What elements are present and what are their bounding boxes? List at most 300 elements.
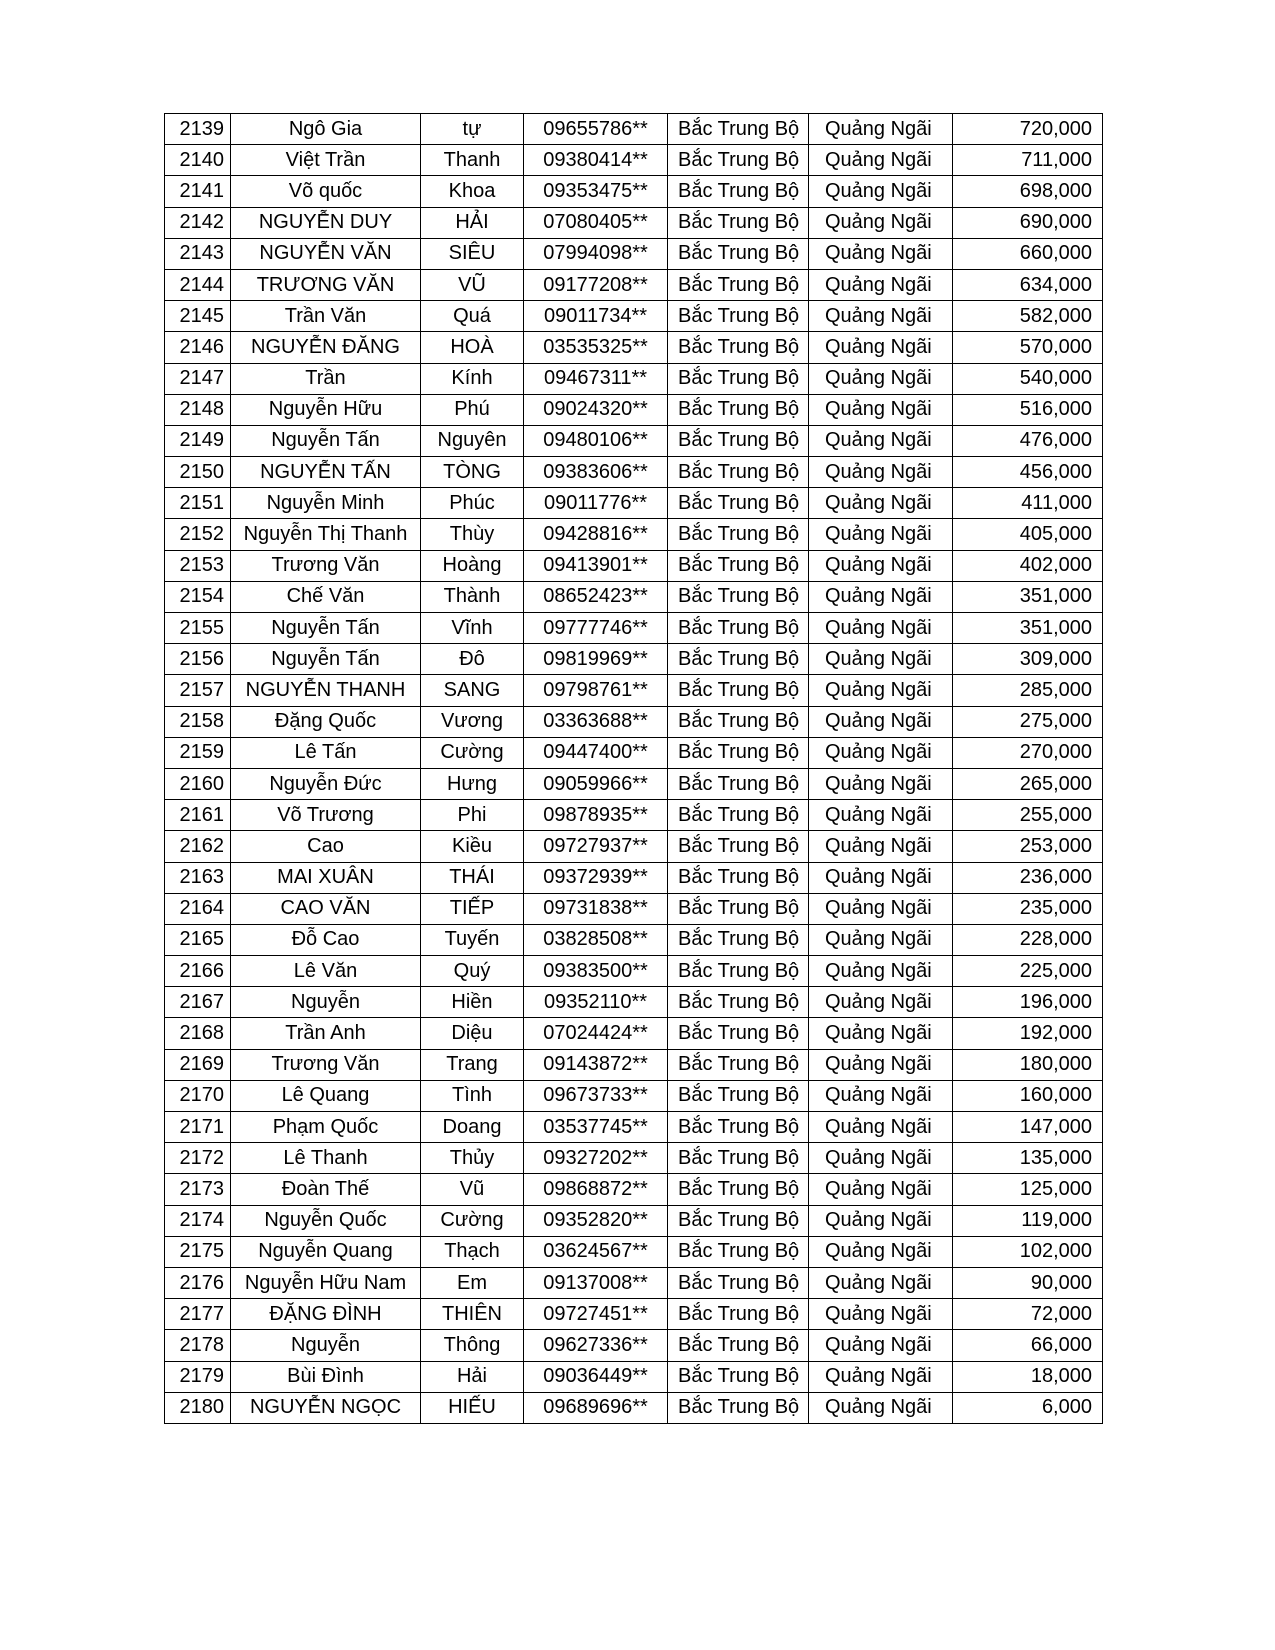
last-middle-name-cell: Nguyễn Đức	[231, 768, 421, 799]
region-cell: Bắc Trung Bộ	[668, 1049, 809, 1080]
table-row	[165, 893, 1103, 924]
last-middle-name-cell: Lê Tấn	[231, 737, 421, 768]
row-number-cell: 2175	[165, 1236, 231, 1267]
row-number-cell: 2162	[165, 831, 231, 862]
amount-cell: 570,000	[953, 332, 1103, 363]
row-number-cell: 2155	[165, 613, 231, 644]
table-row	[165, 1392, 1103, 1423]
phone-number-cell: 09383500**	[524, 956, 668, 987]
amount-cell: 309,000	[953, 644, 1103, 675]
region-cell: Bắc Trung Bộ	[668, 425, 809, 456]
region-cell: Bắc Trung Bộ	[668, 1112, 809, 1143]
first-name-cell: Doang	[421, 1112, 524, 1143]
row-number-cell: 2166	[165, 956, 231, 987]
amount-cell: 228,000	[953, 924, 1103, 955]
phone-number-cell: 09059966**	[524, 768, 668, 799]
last-middle-name-cell: NGUYỄN VĂN	[231, 238, 421, 269]
amount-cell: 18,000	[953, 1361, 1103, 1392]
last-middle-name-cell: Nguyễn Tấn	[231, 613, 421, 644]
first-name-cell: Vũ	[421, 1174, 524, 1205]
phone-number-cell: 08652423**	[524, 581, 668, 612]
region-cell: Bắc Trung Bộ	[668, 1018, 809, 1049]
amount-cell: 235,000	[953, 893, 1103, 924]
first-name-cell: SANG	[421, 675, 524, 706]
row-number-cell: 2148	[165, 394, 231, 425]
region-cell: Bắc Trung Bộ	[668, 613, 809, 644]
row-number-cell: 2163	[165, 862, 231, 893]
last-middle-name-cell: Trương Văn	[231, 1049, 421, 1080]
amount-cell: 351,000	[953, 581, 1103, 612]
phone-number-cell: 09372939**	[524, 862, 668, 893]
first-name-cell: Trang	[421, 1049, 524, 1080]
first-name-cell: Phú	[421, 394, 524, 425]
last-middle-name-cell: Việt Trần	[231, 145, 421, 176]
table-row	[165, 613, 1103, 644]
phone-number-cell: 09819969**	[524, 644, 668, 675]
first-name-cell: Tình	[421, 1080, 524, 1111]
first-name-cell: Cường	[421, 737, 524, 768]
province-cell: Quảng Ngãi	[809, 613, 953, 644]
first-name-cell: Thành	[421, 581, 524, 612]
first-name-cell: TIẾP	[421, 893, 524, 924]
amount-cell: 456,000	[953, 457, 1103, 488]
amount-cell: 255,000	[953, 800, 1103, 831]
first-name-cell: HIẾU	[421, 1392, 524, 1423]
row-number-cell: 2154	[165, 581, 231, 612]
province-cell: Quảng Ngãi	[809, 956, 953, 987]
province-cell: Quảng Ngãi	[809, 207, 953, 238]
table-row	[165, 1361, 1103, 1392]
province-cell: Quảng Ngãi	[809, 581, 953, 612]
table-row	[165, 363, 1103, 394]
table-row	[165, 768, 1103, 799]
table-row	[165, 675, 1103, 706]
row-number-cell: 2164	[165, 893, 231, 924]
last-middle-name-cell: Trần Anh	[231, 1018, 421, 1049]
region-cell: Bắc Trung Bộ	[668, 269, 809, 300]
first-name-cell: Tuyến	[421, 924, 524, 955]
province-cell: Quảng Ngãi	[809, 519, 953, 550]
last-middle-name-cell: NGUYỄN ĐĂNG	[231, 332, 421, 363]
province-cell: Quảng Ngãi	[809, 987, 953, 1018]
table-row	[165, 145, 1103, 176]
last-middle-name-cell: NGUYỄN TẤN	[231, 457, 421, 488]
first-name-cell: Quý	[421, 956, 524, 987]
region-cell: Bắc Trung Bộ	[668, 238, 809, 269]
table-row	[165, 1267, 1103, 1298]
last-middle-name-cell: NGUYỄN DUY	[231, 207, 421, 238]
last-middle-name-cell: NGUYỄN NGỌC	[231, 1392, 421, 1423]
province-cell: Quảng Ngãi	[809, 675, 953, 706]
first-name-cell: Hoàng	[421, 550, 524, 581]
province-cell: Quảng Ngãi	[809, 1299, 953, 1330]
row-number-cell: 2178	[165, 1330, 231, 1361]
first-name-cell: Hưng	[421, 768, 524, 799]
table-row	[165, 332, 1103, 363]
region-cell: Bắc Trung Bộ	[668, 176, 809, 207]
region-cell: Bắc Trung Bộ	[668, 1236, 809, 1267]
region-cell: Bắc Trung Bộ	[668, 1205, 809, 1236]
row-number-cell: 2172	[165, 1143, 231, 1174]
province-cell: Quảng Ngãi	[809, 800, 953, 831]
region-cell: Bắc Trung Bộ	[668, 893, 809, 924]
last-middle-name-cell: ĐẶNG ĐÌNH	[231, 1299, 421, 1330]
last-middle-name-cell: Nguyễn Quang	[231, 1236, 421, 1267]
first-name-cell: HOÀ	[421, 332, 524, 363]
amount-cell: 270,000	[953, 737, 1103, 768]
phone-number-cell: 09727451**	[524, 1299, 668, 1330]
amount-cell: 265,000	[953, 768, 1103, 799]
row-number-cell: 2170	[165, 1080, 231, 1111]
row-number-cell: 2142	[165, 207, 231, 238]
table-row	[165, 207, 1103, 238]
first-name-cell: TÒNG	[421, 457, 524, 488]
last-middle-name-cell: Nguyễn Hữu	[231, 394, 421, 425]
first-name-cell: Thông	[421, 1330, 524, 1361]
region-cell: Bắc Trung Bộ	[668, 800, 809, 831]
row-number-cell: 2150	[165, 457, 231, 488]
row-number-cell: 2177	[165, 1299, 231, 1330]
last-middle-name-cell: Đỗ Cao	[231, 924, 421, 955]
table-row	[165, 1080, 1103, 1111]
last-middle-name-cell: Nguyễn	[231, 987, 421, 1018]
table-row	[165, 1049, 1103, 1080]
phone-number-cell: 09143872**	[524, 1049, 668, 1080]
province-cell: Quảng Ngãi	[809, 644, 953, 675]
province-cell: Quảng Ngãi	[809, 1080, 953, 1111]
amount-cell: 582,000	[953, 301, 1103, 332]
region-cell: Bắc Trung Bộ	[668, 519, 809, 550]
table-row	[165, 1330, 1103, 1361]
row-number-cell: 2168	[165, 1018, 231, 1049]
last-middle-name-cell: Nguyễn Thị Thanh	[231, 519, 421, 550]
row-number-cell: 2179	[165, 1361, 231, 1392]
first-name-cell: Em	[421, 1267, 524, 1298]
row-number-cell: 2144	[165, 269, 231, 300]
amount-cell: 192,000	[953, 1018, 1103, 1049]
phone-number-cell: 09727937**	[524, 831, 668, 862]
last-middle-name-cell: Trương Văn	[231, 550, 421, 581]
table-row	[165, 831, 1103, 862]
phone-number-cell: 07080405**	[524, 207, 668, 238]
province-cell: Quảng Ngãi	[809, 1330, 953, 1361]
phone-number-cell: 09798761**	[524, 675, 668, 706]
first-name-cell: Thạch	[421, 1236, 524, 1267]
amount-cell: 402,000	[953, 550, 1103, 581]
province-cell: Quảng Ngãi	[809, 1112, 953, 1143]
province-cell: Quảng Ngãi	[809, 145, 953, 176]
region-cell: Bắc Trung Bộ	[668, 987, 809, 1018]
province-cell: Quảng Ngãi	[809, 332, 953, 363]
phone-number-cell: 07994098**	[524, 238, 668, 269]
province-cell: Quảng Ngãi	[809, 1392, 953, 1423]
last-middle-name-cell: Ngô Gia	[231, 114, 421, 145]
province-cell: Quảng Ngãi	[809, 1018, 953, 1049]
first-name-cell: Hiền	[421, 987, 524, 1018]
amount-cell: 90,000	[953, 1267, 1103, 1298]
last-middle-name-cell: Lê Văn	[231, 956, 421, 987]
last-middle-name-cell: Phạm Quốc	[231, 1112, 421, 1143]
amount-cell: 102,000	[953, 1236, 1103, 1267]
first-name-cell: Nguyên	[421, 425, 524, 456]
province-cell: Quảng Ngãi	[809, 488, 953, 519]
row-number-cell: 2167	[165, 987, 231, 1018]
last-middle-name-cell: Võ quốc	[231, 176, 421, 207]
last-middle-name-cell: Nguyễn Tấn	[231, 644, 421, 675]
row-number-cell: 2152	[165, 519, 231, 550]
last-middle-name-cell: Nguyễn Minh	[231, 488, 421, 519]
region-cell: Bắc Trung Bộ	[668, 1143, 809, 1174]
province-cell: Quảng Ngãi	[809, 924, 953, 955]
amount-cell: 275,000	[953, 706, 1103, 737]
amount-cell: 411,000	[953, 488, 1103, 519]
phone-number-cell: 09024320**	[524, 394, 668, 425]
amount-cell: 285,000	[953, 675, 1103, 706]
row-number-cell: 2141	[165, 176, 231, 207]
table-row	[165, 550, 1103, 581]
phone-number-cell: 09011734**	[524, 301, 668, 332]
row-number-cell: 2165	[165, 924, 231, 955]
last-middle-name-cell: Nguyễn	[231, 1330, 421, 1361]
first-name-cell: Vĩnh	[421, 613, 524, 644]
amount-cell: 405,000	[953, 519, 1103, 550]
amount-cell: 125,000	[953, 1174, 1103, 1205]
region-cell: Bắc Trung Bộ	[668, 1080, 809, 1111]
region-cell: Bắc Trung Bộ	[668, 831, 809, 862]
province-cell: Quảng Ngãi	[809, 1143, 953, 1174]
last-middle-name-cell: Chế Văn	[231, 581, 421, 612]
table-row	[165, 644, 1103, 675]
region-cell: Bắc Trung Bộ	[668, 1392, 809, 1423]
province-cell: Quảng Ngãi	[809, 363, 953, 394]
last-middle-name-cell: TRƯƠNG VĂN	[231, 269, 421, 300]
province-cell: Quảng Ngãi	[809, 550, 953, 581]
table-body	[165, 114, 1103, 1424]
row-number-cell: 2176	[165, 1267, 231, 1298]
row-number-cell: 2169	[165, 1049, 231, 1080]
table-row	[165, 924, 1103, 955]
table-row	[165, 269, 1103, 300]
row-number-cell: 2146	[165, 332, 231, 363]
phone-number-cell: 09383606**	[524, 457, 668, 488]
table-row	[165, 1236, 1103, 1267]
first-name-cell: Thủy	[421, 1143, 524, 1174]
row-number-cell: 2180	[165, 1392, 231, 1423]
last-middle-name-cell: Cao	[231, 831, 421, 862]
phone-number-cell: 09413901**	[524, 550, 668, 581]
last-middle-name-cell: Lê Thanh	[231, 1143, 421, 1174]
table-row	[165, 737, 1103, 768]
phone-number-cell: 09327202**	[524, 1143, 668, 1174]
phone-number-cell: 09353475**	[524, 176, 668, 207]
region-cell: Bắc Trung Bộ	[668, 394, 809, 425]
phone-number-cell: 09868872**	[524, 1174, 668, 1205]
row-number-cell: 2160	[165, 768, 231, 799]
region-cell: Bắc Trung Bộ	[668, 145, 809, 176]
row-number-cell: 2156	[165, 644, 231, 675]
first-name-cell: Phi	[421, 800, 524, 831]
row-number-cell: 2173	[165, 1174, 231, 1205]
first-name-cell: HẢI	[421, 207, 524, 238]
amount-cell: 516,000	[953, 394, 1103, 425]
last-middle-name-cell: NGUYỄN THANH	[231, 675, 421, 706]
phone-number-cell: 09627336**	[524, 1330, 668, 1361]
table-row	[165, 301, 1103, 332]
amount-cell: 690,000	[953, 207, 1103, 238]
province-cell: Quảng Ngãi	[809, 176, 953, 207]
amount-cell: 698,000	[953, 176, 1103, 207]
phone-number-cell: 09673733**	[524, 1080, 668, 1111]
region-cell: Bắc Trung Bộ	[668, 1330, 809, 1361]
amount-cell: 540,000	[953, 363, 1103, 394]
row-number-cell: 2158	[165, 706, 231, 737]
amount-cell: 147,000	[953, 1112, 1103, 1143]
row-number-cell: 2143	[165, 238, 231, 269]
phone-number-cell: 09177208**	[524, 269, 668, 300]
table-row	[165, 488, 1103, 519]
row-number-cell: 2140	[165, 145, 231, 176]
amount-cell: 66,000	[953, 1330, 1103, 1361]
province-cell: Quảng Ngãi	[809, 737, 953, 768]
table-row	[165, 114, 1103, 145]
phone-number-cell: 09137008**	[524, 1267, 668, 1298]
table-row	[165, 581, 1103, 612]
table-row	[165, 862, 1103, 893]
phone-number-cell: 09428816**	[524, 519, 668, 550]
amount-cell: 225,000	[953, 956, 1103, 987]
table-row	[165, 800, 1103, 831]
phone-number-cell: 07024424**	[524, 1018, 668, 1049]
amount-cell: 160,000	[953, 1080, 1103, 1111]
table-row	[165, 706, 1103, 737]
last-middle-name-cell: Bùi Đình	[231, 1361, 421, 1392]
amount-cell: 253,000	[953, 831, 1103, 862]
table-row	[165, 1174, 1103, 1205]
region-cell: Bắc Trung Bộ	[668, 675, 809, 706]
phone-number-cell: 03363688**	[524, 706, 668, 737]
table-row	[165, 394, 1103, 425]
phone-number-cell: 03535325**	[524, 332, 668, 363]
region-cell: Bắc Trung Bộ	[668, 1267, 809, 1298]
phone-number-cell: 09011776**	[524, 488, 668, 519]
province-cell: Quảng Ngãi	[809, 457, 953, 488]
region-cell: Bắc Trung Bộ	[668, 1174, 809, 1205]
province-cell: Quảng Ngãi	[809, 1361, 953, 1392]
first-name-cell: Thanh	[421, 145, 524, 176]
amount-cell: 119,000	[953, 1205, 1103, 1236]
phone-number-cell: 09352110**	[524, 987, 668, 1018]
first-name-cell: VŨ	[421, 269, 524, 300]
province-cell: Quảng Ngãi	[809, 425, 953, 456]
region-cell: Bắc Trung Bộ	[668, 550, 809, 581]
phone-number-cell: 09731838**	[524, 893, 668, 924]
province-cell: Quảng Ngãi	[809, 768, 953, 799]
last-middle-name-cell: Trần	[231, 363, 421, 394]
province-cell: Quảng Ngãi	[809, 301, 953, 332]
table-row	[165, 176, 1103, 207]
table-row	[165, 238, 1103, 269]
table-row	[165, 519, 1103, 550]
row-number-cell: 2139	[165, 114, 231, 145]
table-row	[165, 1299, 1103, 1330]
phone-number-cell: 09777746**	[524, 613, 668, 644]
table-row	[165, 1205, 1103, 1236]
last-middle-name-cell: Lê Quang	[231, 1080, 421, 1111]
phone-number-cell: 09036449**	[524, 1361, 668, 1392]
region-cell: Bắc Trung Bộ	[668, 956, 809, 987]
first-name-cell: THÁI	[421, 862, 524, 893]
first-name-cell: Đô	[421, 644, 524, 675]
last-middle-name-cell: Trần Văn	[231, 301, 421, 332]
region-cell: Bắc Trung Bộ	[668, 332, 809, 363]
first-name-cell: Hải	[421, 1361, 524, 1392]
first-name-cell: Quá	[421, 301, 524, 332]
province-cell: Quảng Ngãi	[809, 706, 953, 737]
region-cell: Bắc Trung Bộ	[668, 862, 809, 893]
region-cell: Bắc Trung Bộ	[668, 706, 809, 737]
first-name-cell: Vương	[421, 706, 524, 737]
amount-cell: 6,000	[953, 1392, 1103, 1423]
amount-cell: 72,000	[953, 1299, 1103, 1330]
province-cell: Quảng Ngãi	[809, 394, 953, 425]
amount-cell: 660,000	[953, 238, 1103, 269]
phone-number-cell: 09467311**	[524, 363, 668, 394]
row-number-cell: 2161	[165, 800, 231, 831]
table-row	[165, 425, 1103, 456]
first-name-cell: Phúc	[421, 488, 524, 519]
last-middle-name-cell: Nguyễn Tấn	[231, 425, 421, 456]
row-number-cell: 2151	[165, 488, 231, 519]
first-name-cell: Thùy	[421, 519, 524, 550]
last-middle-name-cell: Đặng Quốc	[231, 706, 421, 737]
first-name-cell: SIÊU	[421, 238, 524, 269]
first-name-cell: tự	[421, 114, 524, 145]
last-middle-name-cell: Đoàn Thế	[231, 1174, 421, 1205]
last-middle-name-cell: CAO VĂN	[231, 893, 421, 924]
amount-cell: 476,000	[953, 425, 1103, 456]
table-row	[165, 1143, 1103, 1174]
first-name-cell: Kiều	[421, 831, 524, 862]
amount-cell: 180,000	[953, 1049, 1103, 1080]
last-middle-name-cell: MAI XUÂN	[231, 862, 421, 893]
region-cell: Bắc Trung Bộ	[668, 207, 809, 238]
table-row	[165, 457, 1103, 488]
phone-number-cell: 09352820**	[524, 1205, 668, 1236]
first-name-cell: Cường	[421, 1205, 524, 1236]
region-cell: Bắc Trung Bộ	[668, 644, 809, 675]
province-cell: Quảng Ngãi	[809, 1049, 953, 1080]
last-middle-name-cell: Nguyễn Quốc	[231, 1205, 421, 1236]
table-row	[165, 987, 1103, 1018]
phone-number-cell: 03828508**	[524, 924, 668, 955]
amount-cell: 711,000	[953, 145, 1103, 176]
province-cell: Quảng Ngãi	[809, 238, 953, 269]
amount-cell: 634,000	[953, 269, 1103, 300]
phone-number-cell: 09447400**	[524, 737, 668, 768]
amount-cell: 236,000	[953, 862, 1103, 893]
region-cell: Bắc Trung Bộ	[668, 363, 809, 394]
region-cell: Bắc Trung Bộ	[668, 114, 809, 145]
region-cell: Bắc Trung Bộ	[668, 457, 809, 488]
province-cell: Quảng Ngãi	[809, 893, 953, 924]
province-cell: Quảng Ngãi	[809, 1205, 953, 1236]
region-cell: Bắc Trung Bộ	[668, 768, 809, 799]
province-cell: Quảng Ngãi	[809, 269, 953, 300]
amount-cell: 135,000	[953, 1143, 1103, 1174]
region-cell: Bắc Trung Bộ	[668, 581, 809, 612]
donation-table	[164, 113, 1103, 1424]
amount-cell: 196,000	[953, 987, 1103, 1018]
